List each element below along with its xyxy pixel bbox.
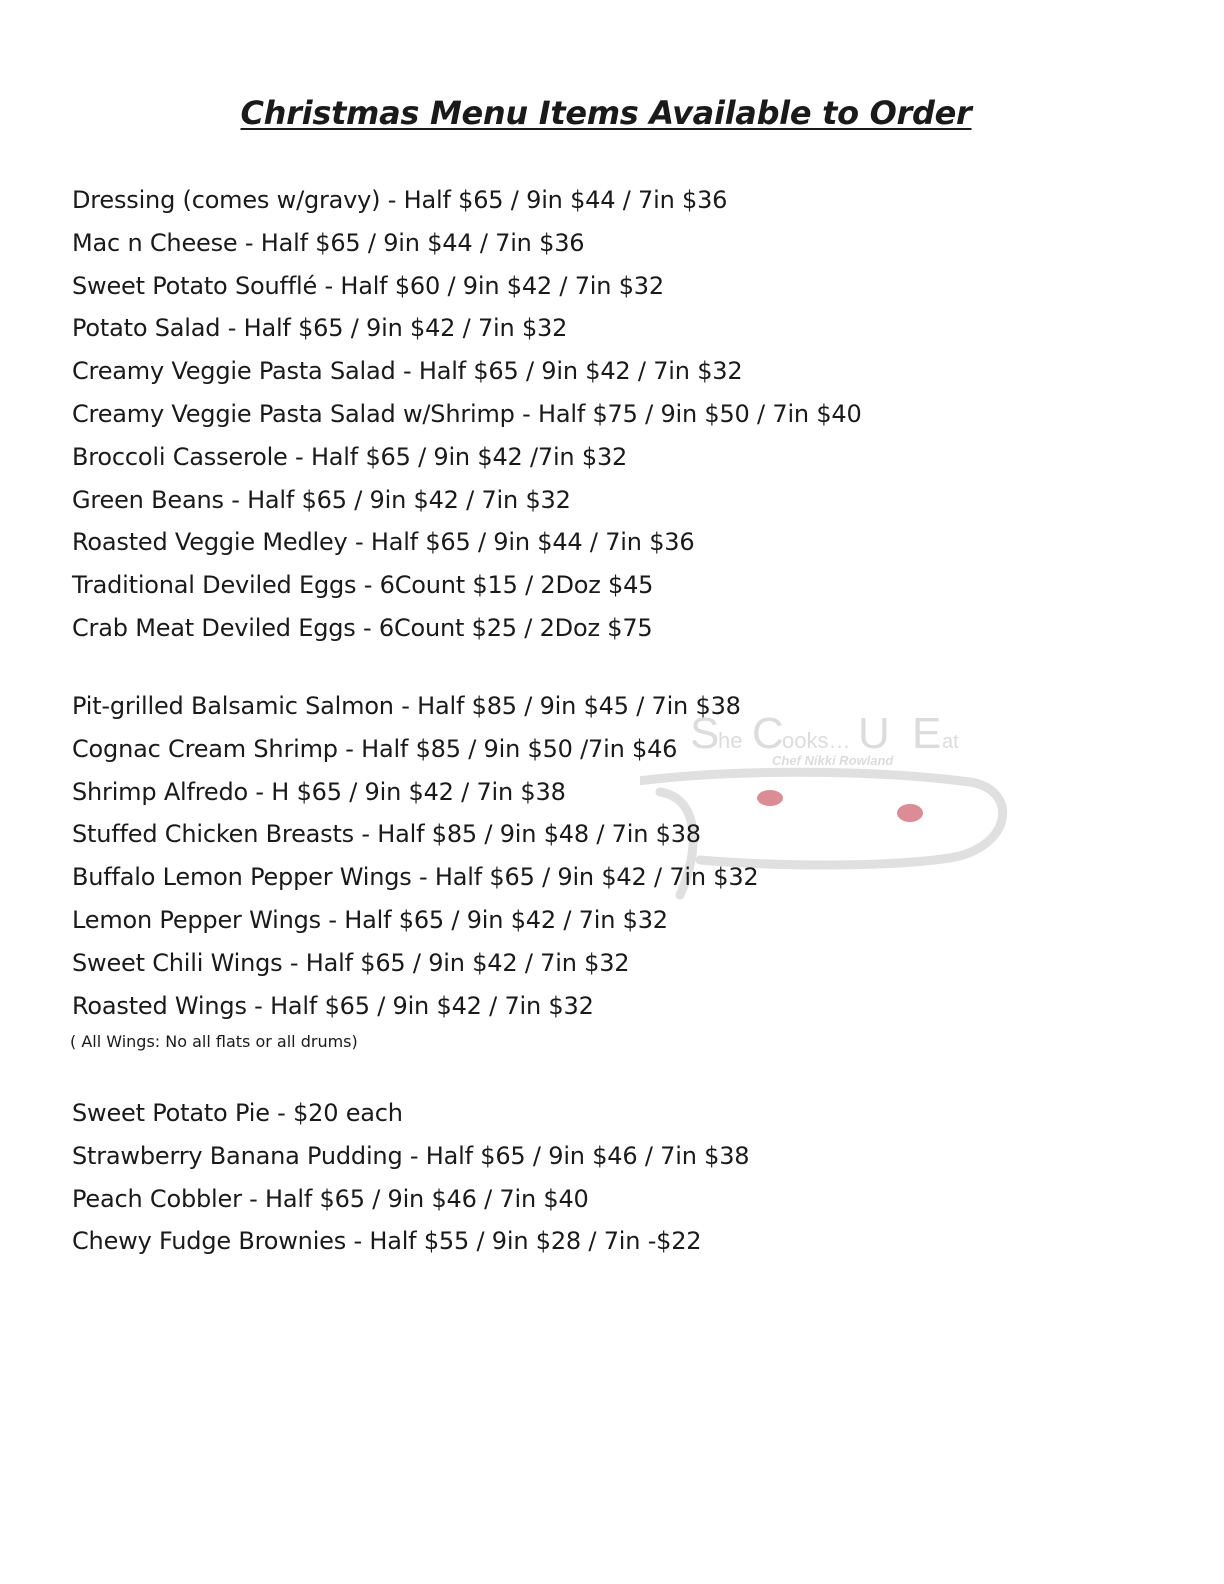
menu-item-chewy-fudge-brownies: Chewy Fudge Brownies - Half $55 / 9in $28 / 7in -$22 (72, 1227, 702, 1256)
desserts-list (72, 1092, 749, 1263)
logo-tomato-right (897, 804, 923, 822)
menu-item-mac-n-cheese: Mac n Cheese - Half $65 / 9in $44 / 7in $36 (72, 228, 585, 257)
menu-item-stuffed-chicken-breasts: Stuffed Chicken Breasts - Half $85 / 9in $48 / 7in $38 (72, 820, 701, 849)
mains-list (72, 685, 759, 1027)
menu-item-cognac-cream-shrimp: Cognac Cream Shrimp - Half $85 / 9in $50 /7in $46 (72, 734, 678, 763)
menu-item-roasted-veggie-medley: Roasted Veggie Medley - Half $65 / 9in $44 / 7in $36 (72, 528, 695, 557)
menu-item-shrimp-alfredo: Shrimp Alfredo - H $65 / 9in $42 / 7in $38 (72, 777, 566, 806)
page-title: Christmas Menu Items Available to Order (240, 94, 972, 132)
logo-tomato-left (757, 790, 783, 806)
menu-item-creamy-veggie-pasta-salad-shrimp: Creamy Veggie Pasta Salad w/Shrimp - Half $75 / 9in $50 / 7in $40 (72, 399, 862, 428)
menu-item-lemon-pepper-wings: Lemon Pepper Wings - Half $65 / 9in $42 / 7in $32 (72, 905, 668, 934)
menu-item-sweet-potato-pie: Sweet Potato Pie - $20 each (72, 1099, 403, 1127)
sides-list (72, 179, 862, 650)
wings-note: ( All Wings: No all flats or all drums) (70, 1032, 358, 1051)
logo-text-at: at (942, 731, 959, 753)
menu-item-strawberry-banana-pudding: Strawberry Banana Pudding - Half $65 / 9in $46 / 7in $38 (72, 1141, 750, 1170)
logo-letter-u: U (858, 709, 890, 758)
menu-item-green-beans: Green Beans - Half $65 / 9in $42 / 7in $32 (72, 485, 571, 514)
menu-item-buffalo-lemon-pepper-wings: Buffalo Lemon Pepper Wings - Half $65 / 9in $42 / 7in $32 (72, 863, 759, 892)
menu-item-traditional-deviled-eggs: Traditional Deviled Eggs - 6Count $15 / 2Doz $45 (72, 571, 654, 600)
menu-item-roasted-wings: Roasted Wings - Half $65 / 9in $42 / 7in $32 (72, 991, 594, 1020)
logo-letter-e: E (912, 709, 942, 758)
menu-item-dressing: Dressing (comes w/gravy) - Half $65 / 9in $44 / 7in $36 (72, 186, 728, 214)
menu-item-crab-meat-deviled-eggs: Crab Meat Deviled Eggs - 6Count $25 / 2Doz $75 (72, 613, 653, 642)
menu-item-peach-cobbler: Peach Cobbler - Half $65 / 9in $46 / 7in $40 (72, 1184, 589, 1213)
logo-text-he: he (718, 728, 743, 753)
menu-item-sweet-chili-wings: Sweet Chili Wings - Half $65 / 9in $42 / 7in $32 (72, 948, 630, 977)
menu-item-sweet-potato-souffle: Sweet Potato Soufflé - Half $60 / 9in $42 / 7in $32 (72, 271, 664, 300)
logo-chef-name: Chef Nikki Rowland (772, 753, 894, 768)
logo-letter-c: C (752, 709, 784, 758)
menu-item-broccoli-casserole: Broccoli Casserole - Half $65 / 9in $42 /7in $32 (72, 442, 628, 471)
logo-text-ooks: ooks… (782, 728, 851, 753)
menu-item-balsamic-salmon: Pit-grilled Balsamic Salmon - Half $85 / 9in $45 / 7in $38 (72, 692, 741, 720)
menu-item-potato-salad: Potato Salad - Half $65 / 9in $42 / 7in $32 (72, 314, 568, 343)
menu-item-creamy-veggie-pasta-salad: Creamy Veggie Pasta Salad - Half $65 / 9in $42 / 7in $32 (72, 357, 743, 386)
logo-letter-s: S (690, 709, 720, 758)
